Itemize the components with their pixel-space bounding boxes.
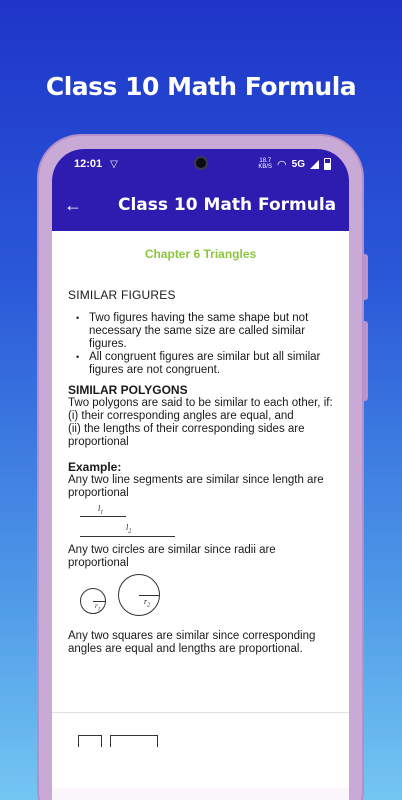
network-type: 5G [291, 158, 305, 170]
app-title: Class 10 Math Formula [118, 195, 337, 215]
radius-large [139, 595, 159, 596]
line-label-1 [98, 504, 103, 516]
squares-figure [68, 735, 333, 775]
example-title: Example: [68, 460, 122, 474]
status-icons [258, 158, 331, 171]
bottom-band [52, 788, 349, 800]
polygons-text: Two polygons are said to be similar to each other, if: [68, 397, 333, 409]
network-speed-value: 18.7 [259, 158, 272, 164]
line-label-2 [126, 523, 131, 535]
status-time: 12:01 [74, 158, 103, 170]
circles-figure [68, 572, 333, 624]
front-camera [194, 156, 208, 170]
condition-2: (ii) the lengths of their corresponding sides are proportional [68, 423, 305, 448]
app-bar [52, 179, 349, 231]
phone-side-button [363, 254, 368, 300]
line-segment-1 [80, 516, 126, 517]
line-label-2-sub: 2 [128, 528, 132, 535]
hotspot-icon: ◠ [277, 158, 287, 171]
condition-1: (i) their corresponding angles are equal, and [68, 410, 294, 422]
circle-label-2 [144, 597, 150, 609]
phone-volume-button [363, 321, 368, 401]
status-bar [52, 149, 349, 179]
square-large [110, 735, 158, 747]
circle-label-2-sub: 2 [147, 602, 151, 609]
circle-label-2-letter: r [144, 597, 148, 606]
section-title: SIMILAR FIGURES [68, 288, 176, 302]
line-label-2-letter: l [126, 523, 129, 532]
square-small [78, 735, 102, 747]
example-squares-text: Any two squares are similar since corresponding angles are equal and lengths are proportional. [68, 630, 316, 655]
line-segment-2 [80, 536, 175, 537]
phone-frame [37, 134, 364, 800]
battery-icon [324, 158, 331, 170]
line-segments-figure [68, 504, 333, 538]
bullet-list [68, 312, 333, 377]
line-label-1-letter: l [98, 504, 101, 513]
network-speed-unit: KB/S [258, 164, 273, 170]
document-content [52, 247, 349, 775]
list-item: • All congruent figures are similar but all similar figures are not congruent. [76, 351, 333, 377]
example-circles-text: Any two circles are similar since radii are proportional [68, 544, 276, 569]
list-item: • Two figures having the same shape but not necessary the same size are called similar figures. [76, 312, 333, 351]
line-label-1-sub: 1 [100, 509, 104, 516]
circle-label-1-sub: 1 [97, 607, 101, 613]
circle-label-1-letter: r [95, 602, 98, 610]
vpn-shield-icon: ▽ [110, 158, 118, 170]
page-divider [52, 712, 349, 713]
polygons-title: SIMILAR POLYGONS [68, 383, 188, 397]
circle-label-1 [95, 602, 100, 612]
signal-icon [310, 160, 319, 169]
chapter-title: Chapter 6 Triangles [144, 247, 257, 261]
phone-screen [52, 149, 349, 800]
promo-title: Class 10 Math Formula [45, 72, 357, 101]
arrow-left-icon[interactable]: ← [64, 194, 82, 215]
example-lines-text: Any two line segments are similar since length are proportional [68, 474, 324, 499]
network-speed [258, 158, 272, 170]
